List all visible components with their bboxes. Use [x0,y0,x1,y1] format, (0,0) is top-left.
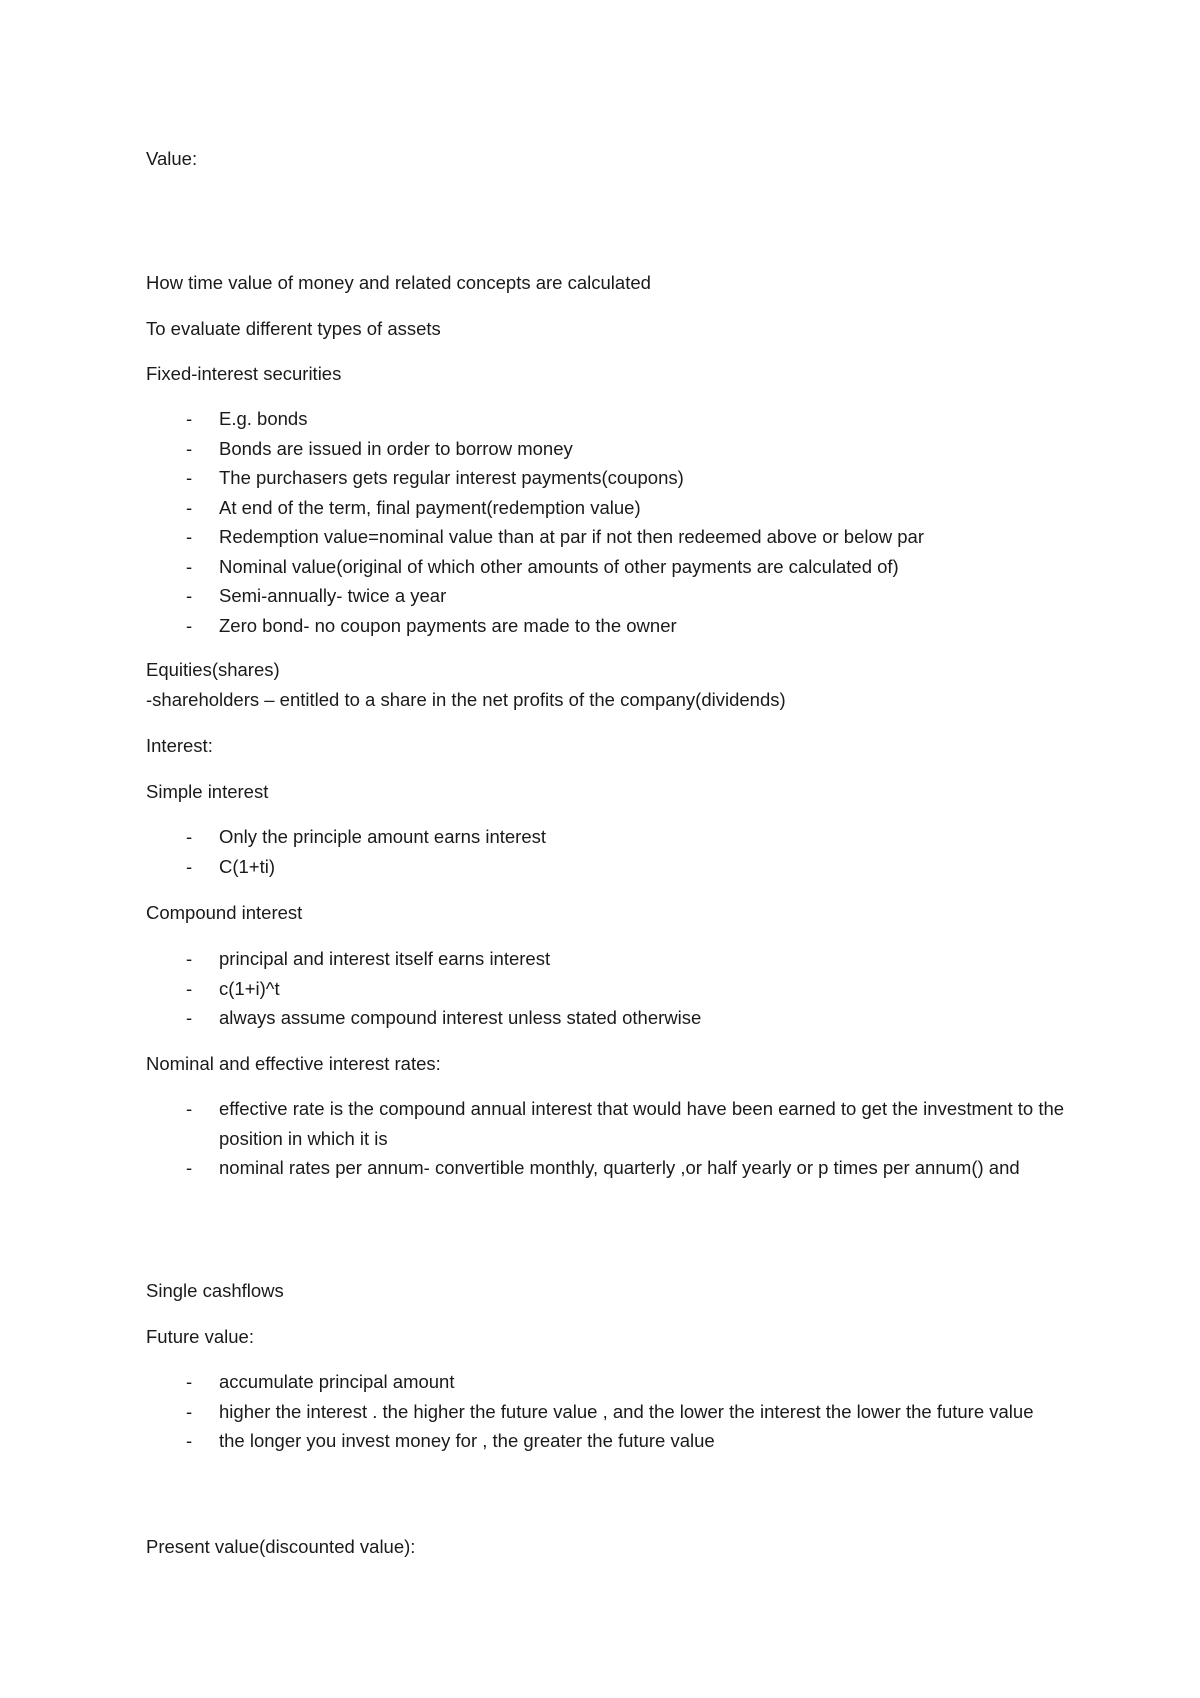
equities-title: Equities(shares) [146,659,280,680]
nominal-effective-list [146,1094,1079,1183]
fixed-interest-list [146,404,1079,640]
fixed-interest-title: Fixed-interest securities [146,363,342,384]
dash-bullet: - [186,826,193,847]
simple-interest-title: Simple interest [146,781,269,802]
compound-interest-list [146,944,1079,1033]
list-item: - always assume compound interest unless stated otherwise [146,1003,1079,1033]
dash-bullet: - [186,1098,193,1119]
compound-interest-title: Compound interest [146,902,303,923]
intro-line-1: How time value of money and related concepts are calculated [146,272,651,293]
list-item: - Nominal value(original of which other amounts of other payments are calculated of) [146,552,1079,582]
list-item: - the longer you invest money for , the greater the future value [146,1426,1079,1456]
list-item: - The purchasers gets regular interest payments(coupons) [146,463,1079,493]
dash-bullet: - [186,526,193,547]
list-item: - c(1+i)^t [146,974,1079,1004]
nominal-effective-title: Nominal and effective interest rates: [146,1053,441,1074]
present-value-heading: Present value(discounted value): [146,1536,416,1557]
dash-bullet: - [186,408,193,429]
future-value-title: Future value: [146,1326,254,1347]
dash-bullet: - [186,496,193,518]
intro-line-2: To evaluate different types of assets [146,318,441,339]
dash-bullet: - [186,614,193,636]
dash-bullet: - [186,1007,193,1028]
dash-bullet: - [186,437,193,459]
equities-line: -shareholders – entitled to a share in the net profits of the company(dividends) [146,689,786,710]
list-item: - Zero bond- no coupon payments are made to the owner [146,611,1079,641]
dash-bullet: - [186,977,193,999]
list-item: - E.g. bonds [146,404,1079,434]
heading-value: Value: [146,148,198,169]
list-item: - Bonds are issued in order to borrow money [146,434,1079,464]
list-item: - principal and interest itself earns interest [146,944,1079,974]
document-page [146,0,1065,1698]
single-cashflows-heading: Single cashflows [146,1280,284,1301]
list-item: - effective rate is the compound annual interest that would have been earned to get the investment to the position in which it is [146,1094,1079,1153]
interest-heading: Interest: [146,735,213,756]
list-item: - At end of the term, final payment(redemption value) [146,493,1079,523]
dash-bullet: - [186,1371,193,1392]
simple-interest-list [146,822,1079,881]
dash-bullet: - [186,555,193,577]
future-value-list [146,1367,1079,1456]
list-item: - nominal rates per annum- convertible monthly, quarterly ,or half yearly or p times per annum() and [146,1153,1079,1183]
dash-bullet: - [186,1430,193,1451]
dash-bullet: - [186,948,193,969]
dash-bullet: - [186,1400,193,1422]
list-item: - C(1+ti) [146,852,1079,882]
list-item: - higher the interest . the higher the future value , and the lower the interest the lower the future value [146,1397,1079,1427]
dash-bullet: - [186,585,193,606]
dash-bullet: - [186,855,193,877]
list-item: - Only the principle amount earns interest [146,822,1079,852]
dash-bullet: - [186,1157,193,1178]
list-item: - Semi-annually- twice a year [146,581,1079,611]
list-item: - Redemption value=nominal value than at par if not then redeemed above or below par [146,522,1079,552]
list-item: - accumulate principal amount [146,1367,1079,1397]
dash-bullet: - [186,467,193,488]
